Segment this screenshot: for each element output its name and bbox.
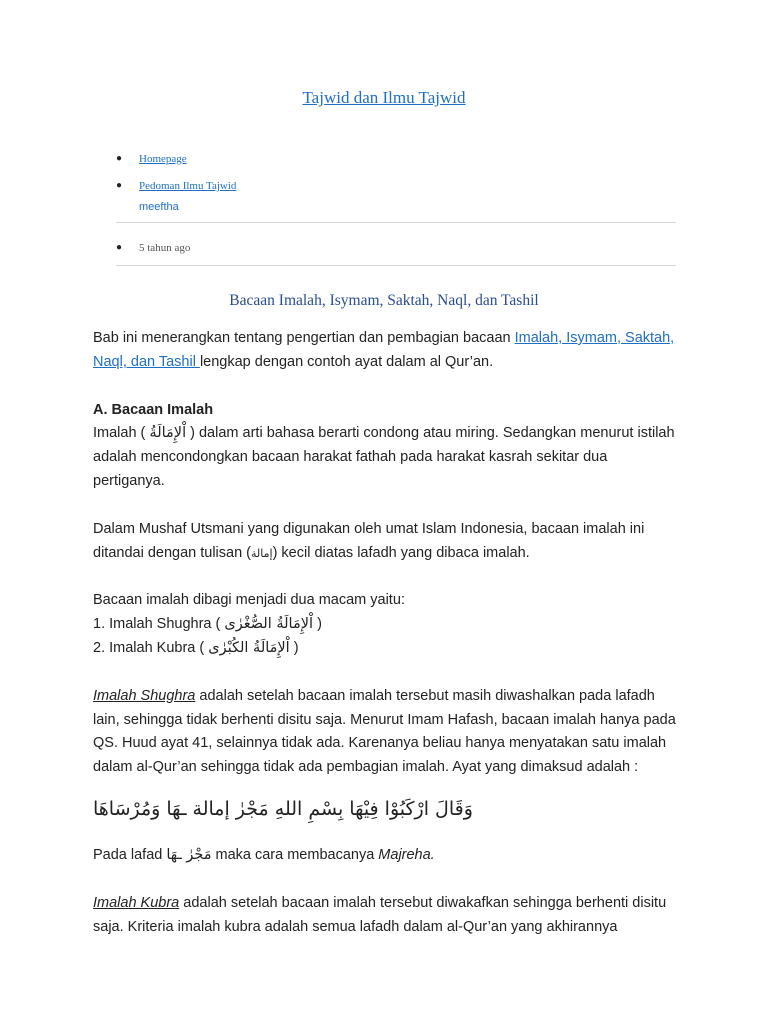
bullet-icon: ● bbox=[116, 180, 123, 191]
intro-paragraph bbox=[93, 327, 683, 375]
intro-text: Bab ini menerangkan tentang pengertian dan pembagian bacaan bbox=[93, 330, 515, 346]
shughra-text: adalah setelah bacaan imalah tersebut masih diwashalkan pada lafadh lain, sehingga tidak berhenti disitu saja. Menurut Imam Hafash, bacaan imalah hanya pada QS. Huud ayat 41, selainnya tidak ada. Karenanya beliau hanya menyatakan satu imalah dalam al-Qur’an sehingga tidak ada pembagian imalah. Ayat yang dimaksud adalah : bbox=[93, 687, 676, 776]
item2-close: ) bbox=[289, 639, 299, 656]
item1-text: 1. Imalah Shughra ( bbox=[93, 616, 225, 633]
mushaf-text-pre: Dalam Mushaf Utsmani yang digunakan oleh umat Islam Indonesia, bacaan imalah ini ditandai dengan tulisan ( bbox=[93, 520, 645, 561]
mushaf-paragraph bbox=[93, 518, 683, 566]
ayah-arabic: وَقَالَ ارْكَبُوْا فِيْهَا بِسْمِ اللهِ مَجْرٰ إمالة ـهَا وَمُرْسَاهَا bbox=[93, 797, 473, 820]
kubra-paragraph bbox=[93, 892, 683, 940]
homepage-link[interactable]: Homepage bbox=[139, 153, 187, 165]
item1-arabic: اْلإِمَالَةُ الصُّغْرٰى bbox=[224, 616, 314, 633]
shughra-paragraph bbox=[93, 685, 683, 780]
lafad-arabic: مَجْرٰ ـهَا bbox=[166, 846, 212, 863]
lafad-text-pre: Pada lafad bbox=[93, 846, 167, 863]
lafad-text-mid: maka cara membacanya bbox=[211, 846, 379, 863]
page-title-link[interactable]: Tajwid dan Ilmu Tajwid bbox=[302, 88, 466, 107]
article-subtitle: Bacaan Imalah, Isymam, Saktah, Naql, dan Tashil bbox=[229, 292, 539, 309]
def-text-pre: Imalah ( bbox=[93, 425, 150, 442]
lafad-reading: Majreha. bbox=[378, 846, 435, 863]
divider bbox=[116, 265, 676, 266]
mushaf-text-post: ) kecil diatas lafadh yang dibaca imalah. bbox=[272, 544, 530, 561]
section-a-heading: A. Bacaan Imalah bbox=[93, 401, 214, 418]
pedoman-link[interactable]: Pedoman Ilmu Tajwid bbox=[139, 180, 237, 192]
intro-text-end: lengkap dengan contoh ayat dalam al Qur’an. bbox=[199, 353, 494, 370]
division-intro: Bacaan imalah dibagi menjadi dua macam yaitu: bbox=[93, 592, 405, 609]
division-paragraph bbox=[93, 589, 683, 660]
imalah-arabic: اْلإِمَالَةُ bbox=[149, 425, 187, 442]
divider bbox=[116, 222, 676, 223]
intro-topic-link[interactable]: Imalah, Isymam, Saktah, Naql, dan Tashil bbox=[93, 330, 675, 370]
def-text-post: ) dalam arti bahasa berarti condong atau miring. Sedangkan menurut istilah adalah mencondongkan bacaan harakat fathah pada harakat kasrah sekitar dua pertiganya. bbox=[93, 425, 675, 489]
item2-arabic: اْلإِمَالَةُ الكُبْرٰى bbox=[208, 639, 290, 656]
page-title[interactable] bbox=[0, 88, 768, 108]
imalah-sign-arabic: إمالة bbox=[251, 546, 273, 560]
bullet-icon: ● bbox=[116, 153, 123, 164]
article-body bbox=[93, 327, 683, 963]
author-name[interactable]: meeftha bbox=[139, 201, 179, 213]
item2-text: 2. Imalah Kubra ( bbox=[93, 639, 209, 656]
item1-close: ) bbox=[313, 616, 322, 633]
bullet-icon: ● bbox=[116, 242, 123, 253]
lafad-paragraph bbox=[93, 844, 683, 868]
post-date: 5 tahun ago bbox=[139, 242, 191, 254]
kubra-term: Imalah Kubra bbox=[93, 894, 180, 911]
imalah-definition bbox=[93, 399, 683, 494]
shughra-term: Imalah Shughra bbox=[93, 687, 196, 704]
kubra-text: adalah setelah bacaan imalah tersebut diwakafkan sehingga berhenti disitu saja. Kriteria imalah kubra adalah semua lafadh dalam al-Qur’an yang akhirannya bbox=[93, 894, 667, 935]
